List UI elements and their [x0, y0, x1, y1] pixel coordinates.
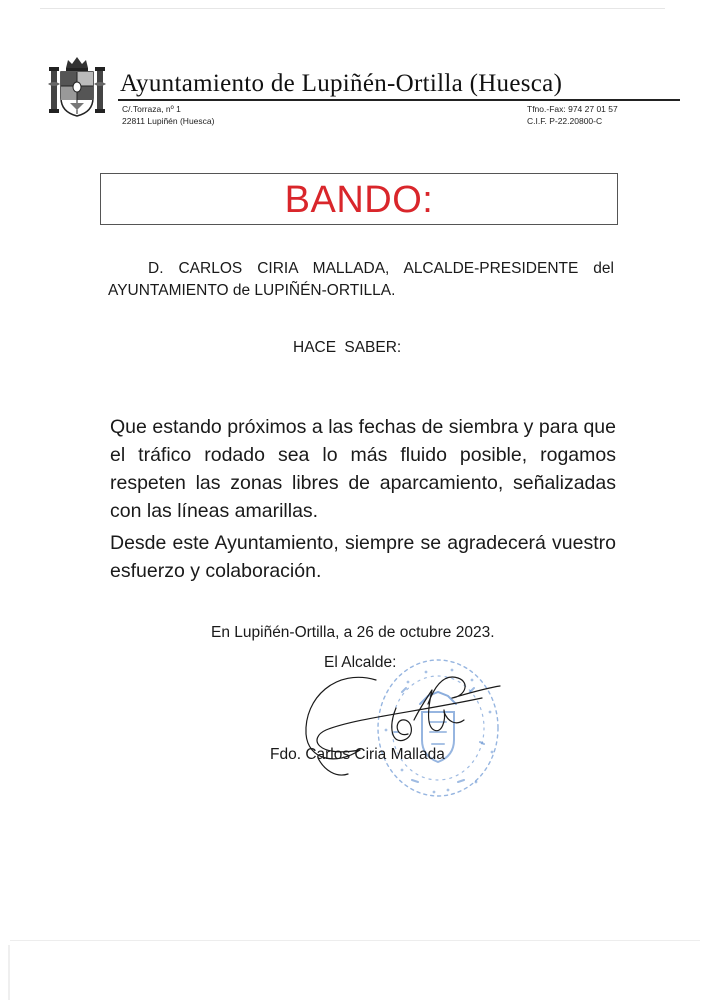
- notice-paragraph-1: Que estando próximos a las fechas de siembra y para que el tráfico rodado sea lo más fluido posible, rogamos respeten las zonas libres de aparcamiento, señalizadas con las líneas amarillas.: [110, 416, 616, 522]
- tax-id: C.I.F. P-22.20800-C: [527, 116, 603, 126]
- coat-of-arms-icon: [46, 54, 108, 118]
- notice-title-box: [100, 173, 618, 225]
- signatory-name: Fdo. Carlos Ciria Mallada: [270, 746, 445, 763]
- scan-edge-bottom: [10, 940, 700, 941]
- phone-fax: Tfno.-Fax: 974 27 01 57: [527, 104, 618, 114]
- notice-paragraph-2: Desde este Ayuntamiento, siempre se agradecerá vuestro esfuerzo y colaboración.: [110, 532, 616, 582]
- handwritten-signature-icon: [296, 668, 508, 788]
- address-block: [122, 103, 214, 127]
- notice-title: BANDO:: [284, 179, 434, 221]
- scan-edge-left: [8, 945, 10, 1000]
- organization-name: Ayuntamiento de Lupiñén-Ortilla (Huesca): [120, 70, 563, 97]
- header-divider: [118, 99, 680, 101]
- scan-edge-top: [40, 8, 665, 9]
- contact-block: [527, 103, 618, 127]
- proclamation-heading: HACE SABER:: [293, 339, 402, 356]
- address-city: 22811 Lupiñén (Huesca): [122, 116, 215, 126]
- address-street: C/.Torraza, nº 1: [122, 104, 181, 114]
- mayor-label: El Alcalde:: [324, 654, 397, 671]
- date-line: En Lupiñén-Ortilla, a 26 de octubre 2023.: [211, 624, 495, 641]
- mayor-introduction: D. CARLOS CIRIA MALLADA, ALCALDE-PRESIDENTE del AYUNTAMIENTO de LUPIÑÉN-ORTILLA.: [108, 260, 614, 299]
